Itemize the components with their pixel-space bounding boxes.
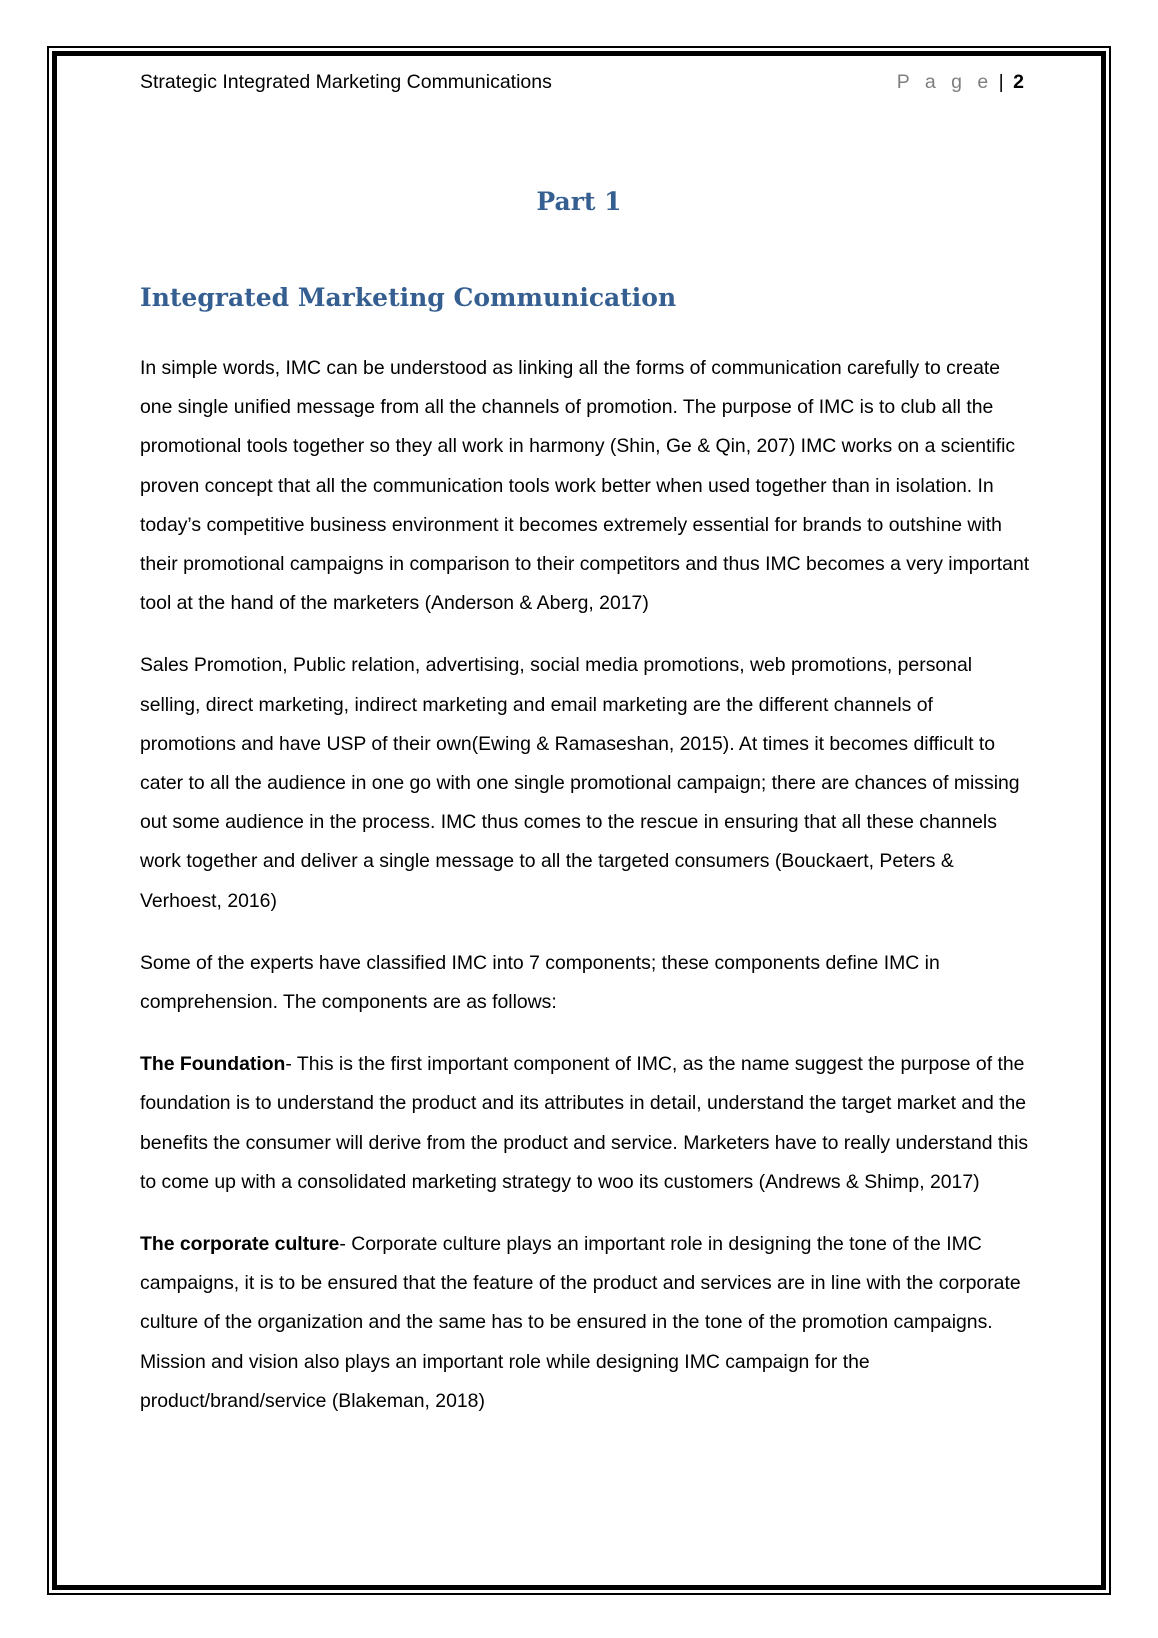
page-label: P a g e	[896, 71, 994, 93]
running-header-title: Strategic Integrated Marketing Communications	[140, 71, 552, 93]
body-text	[140, 349, 1030, 1444]
part-heading: Part 1	[536, 187, 622, 216]
paragraph-foundation	[140, 1045, 1030, 1202]
term-foundation: The Foundation	[140, 1053, 286, 1076]
paragraph-components-intro: Some of the experts have classified IMC into 7 components; these components define IMC in comprehension. The components are as follows:	[140, 951, 940, 1014]
page-number: 2	[1013, 71, 1024, 93]
page-number-block	[897, 70, 1024, 94]
paragraph-imc-definition: In simple words, IMC can be understood as linking all the forms of communication carefully to create one single unified message from all the channels of promotion. The purpose of IMC is to club all the promotional tools together so they all work in harmony (Shin, Ge & Qin, 207) IMC works on a scientific proven concept that all the communication tools work better when used together than in isolation. In today’s competitive business environment it becomes extremely essential for brands to outshine with their promotional campaigns in comparison to their competitors and thus IMC becomes a very important tool at the hand of the marketers (Anderson & Aberg, 2017)	[140, 357, 1030, 615]
page-separator: |	[998, 71, 1004, 93]
term-corporate-culture: The corporate culture	[140, 1233, 340, 1256]
section-heading: Integrated Marketing Communication	[140, 283, 677, 312]
foundation-text: - This is the first important component of IMC, as the name suggest the purpose of the foundation is to understand the product and its attributes in detail, understand the target market and the benefits the consumer will derive from the product and service. Marketers have to really understand this to come up with a consolidated marketing strategy to woo its customers (Andrews & Shimp, 2017)	[140, 1053, 1029, 1193]
corporate-culture-text: - Corporate culture plays an important role in designing the tone of the IMC campaigns, it is to be ensured that the feature of the product and services are in line with the corporate culture of the organization and the same has to be ensured in the tone of the promotion campaigns. Mission and vision also plays an important role while designing IMC campaign for the product/brand/service (Blakeman, 2018)	[140, 1233, 1021, 1412]
paragraph-corporate-culture	[140, 1225, 1030, 1421]
paragraph-channels: Sales Promotion, Public relation, advertising, social media promotions, web promotions, personal selling, direct marketing, indirect marketing and email marketing are the different channels of promotions and have USP of their own(Ewing & Ramaseshan, 2015). At times it becomes difficult to cater to all the audience in one go with one single promotional campaign; there are chances of missing out some audience in the process. IMC thus comes to the rescue in ensuring that all these channels work together and deliver a single message to all the targeted consumers (Bouckaert, Peters & Verhoest, 2016)	[140, 654, 1020, 912]
